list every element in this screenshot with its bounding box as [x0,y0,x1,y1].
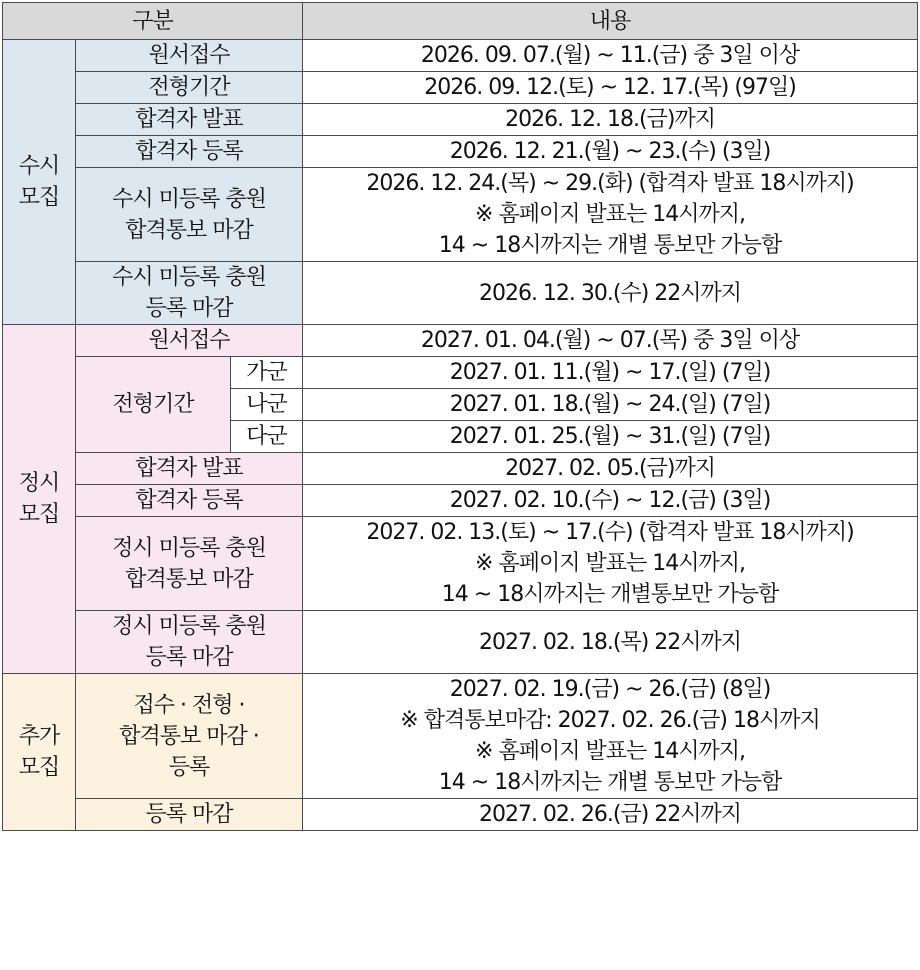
item-label: 정시 미등록 충원 합격통보 마감 [76,517,303,611]
group-label: 다군 [231,421,303,453]
table-row [3,72,918,104]
table-row [3,799,918,831]
item-content: 2026. 12. 18.(금)까지 [303,104,918,136]
group-label: 가군 [231,357,303,389]
item-content: 2027. 02. 26.(금) 22시까지 [303,799,918,831]
category-susi: 수시 모집 [3,40,76,325]
item-content: 2027. 02. 19.(금) ~ 26.(금) (8일) ※ 합격통보마감: 2027. 02. 26.(금) 18시까지 ※ 홈페이지 발표는 14시까지, 14 ~ 18시까지는 개별 통보만 가능함 [303,674,918,799]
schedule-table [2,2,918,831]
header-row [3,3,918,40]
item-content: 2027. 02. 10.(수) ~ 12.(금) (3일) [303,485,918,517]
item-label: 수시 미등록 충원 합격통보 마감 [76,168,303,262]
table-row [3,453,918,485]
table-row [3,262,918,325]
item-label: 정시 미등록 충원 등록 마감 [76,611,303,674]
table-row [3,674,918,799]
table-row [3,136,918,168]
item-content: 2027. 01. 04.(월) ~ 07.(목) 중 3일 이상 [303,325,918,357]
item-content: 2027. 01. 18.(월) ~ 24.(일) (7일) [303,389,918,421]
item-label: 원서접수 [76,325,303,357]
table-row [3,40,918,72]
item-content: 2027. 02. 18.(목) 22시까지 [303,611,918,674]
category-chuga: 추가 모집 [3,674,76,831]
item-content: 2026. 12. 21.(월) ~ 23.(수) (3일) [303,136,918,168]
item-label: 합격자 등록 [76,485,303,517]
table-row [3,611,918,674]
item-label: 합격자 발표 [76,104,303,136]
header-content: 내용 [303,3,918,40]
item-content: 2026. 09. 07.(월) ~ 11.(금) 중 3일 이상 [303,40,918,72]
item-label: 접수 · 전형 · 합격통보 마감 · 등록 [76,674,303,799]
header-category: 구분 [3,3,303,40]
item-label: 전형기간 [76,357,231,453]
item-content: 2026. 09. 12.(토) ~ 12. 17.(목) (97일) [303,72,918,104]
table-row [3,517,918,611]
category-jeongsi: 정시 모집 [3,325,76,674]
item-label: 전형기간 [76,72,303,104]
item-content: 2026. 12. 24.(목) ~ 29.(화) (합격자 발표 18시까지) ※ 홈페이지 발표는 14시까지, 14 ~ 18시까지는 개별 통보만 가능함 [303,168,918,262]
item-label: 등록 마감 [76,799,303,831]
table-row [3,104,918,136]
item-content: 2027. 02. 13.(토) ~ 17.(수) (합격자 발표 18시까지) ※ 홈페이지 발표는 14시까지, 14 ~ 18시까지는 개별통보만 가능함 [303,517,918,611]
item-label: 수시 미등록 충원 등록 마감 [76,262,303,325]
table-row [3,357,918,389]
item-content: 2027. 02. 05.(금)까지 [303,453,918,485]
table-row [3,485,918,517]
item-content: 2026. 12. 30.(수) 22시까지 [303,262,918,325]
item-content: 2027. 01. 11.(월) ~ 17.(일) (7일) [303,357,918,389]
item-content: 2027. 01. 25.(월) ~ 31.(일) (7일) [303,421,918,453]
item-label: 합격자 발표 [76,453,303,485]
table-row [3,325,918,357]
table-row [3,168,918,262]
group-label: 나군 [231,389,303,421]
item-label: 합격자 등록 [76,136,303,168]
item-label: 원서접수 [76,40,303,72]
